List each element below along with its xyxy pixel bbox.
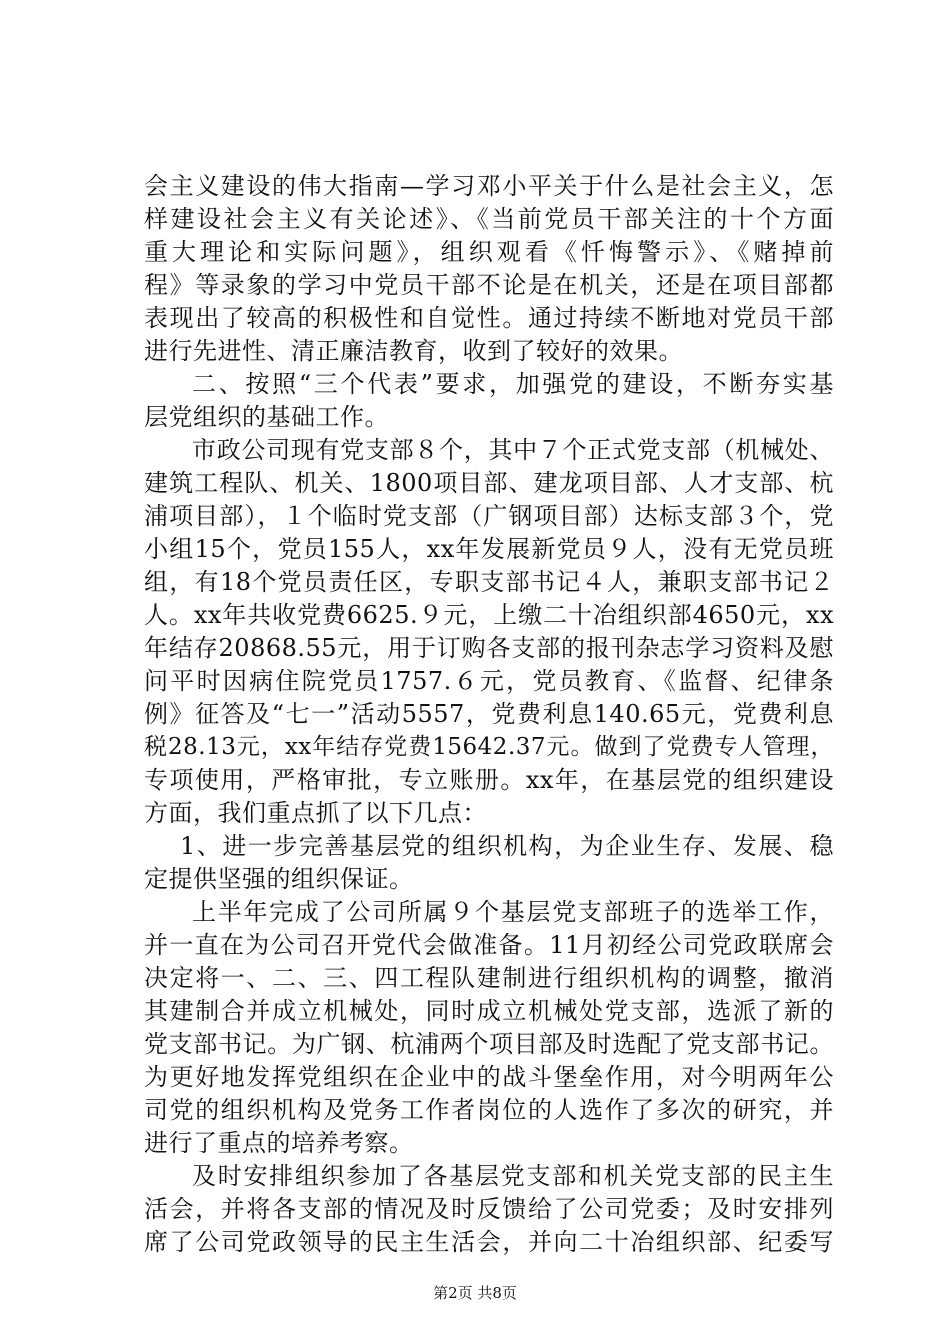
text-line: 1、进一步完善基层党的组织机构，为企业生存、发展、稳: [180, 832, 834, 860]
text-line: 及时安排组织参加了各基层党支部和机关党支部的民主生: [192, 1162, 834, 1190]
text-line: 层党组织的基础工作。: [144, 403, 389, 431]
text-line: 为更好地发挥党组织在企业中的战斗堡垒作用，对今明两年公: [144, 1063, 834, 1091]
text-line: 会主义建设的伟大指南—学习邓小平关于什么是社会主义，怎: [144, 172, 834, 200]
text-line: 表现出了较高的积极性和自觉性。通过持续不断地对党员干部: [144, 304, 834, 332]
text-line: 问平时因病住院党员1757.６元，党员教育、《监督、纪律条: [144, 667, 834, 695]
text-line: 上半年完成了公司所属９个基层党支部班子的选举工作，: [192, 898, 834, 926]
document-body: [144, 170, 834, 1259]
text-line: 决定将一、二、三、四工程队建制进行组织机构的调整，撤消: [144, 964, 834, 992]
text-line: 程》等录象的学习中党员干部不论是在机关，还是在项目部都: [144, 271, 834, 299]
text-line: 税28.13元，xx年结存党费15642.37元。做到了党费专人管理，: [144, 734, 834, 760]
text-line: 并一直在为公司召开党代会做准备。11月初经公司党政联席会: [144, 931, 834, 959]
text-line: 重大理论和实际问题》，组织观看《忏悔警示》、《赌掉前: [144, 238, 834, 266]
text-line: 年结存20868.55元，用于订购各支部的报刊杂志学习资料及慰: [144, 634, 834, 662]
text-line: 浦项目部），１个临时党支部（广钢项目部）达标支部３个，党: [144, 502, 834, 530]
text-line: 建筑工程队、机关、1800项目部、建龙项目部、人才支部、杭: [144, 469, 834, 497]
text-line: 席了公司党政领导的民主生活会，并向二十冶组织部、纪委写: [144, 1228, 834, 1256]
text-line: 司党的组织机构及党务工作者岗位的人选作了多次的研究，并: [144, 1096, 834, 1124]
text-line: 其建制合并成立机械处，同时成立机械处党支部，选派了新的: [144, 997, 834, 1025]
text-line: 样建设社会主义有关论述》、《当前党员干部关注的十个方面: [144, 205, 834, 233]
text-line: 活会，并将各支部的情况及时反馈给了公司党委；及时安排列: [144, 1195, 834, 1223]
text-line: 党支部书记。为广钢、杭浦两个项目部及时选配了党支部书记。: [144, 1030, 834, 1058]
text-line: 二、按照“三个代表”要求，加强党的建设，不断夯实基: [192, 370, 834, 398]
text-line: 定提供坚强的组织保证。: [144, 865, 414, 893]
text-line: 市政公司现有党支部８个，其中７个正式党支部（机械处、: [192, 436, 834, 464]
text-line: 小组15个，党员155人，xx年发展新党员９人，没有无党员班: [144, 535, 834, 563]
text-line: 方面，我们重点抓了以下几点：: [144, 799, 487, 827]
text-line: 例》征答及“七一”活动5557，党费利息140.65元，党费利息: [144, 700, 834, 728]
text-line: 进行了重点的培养考察。: [144, 1129, 414, 1157]
page-footer: 第2页 共8页: [433, 1284, 517, 1302]
text-line: 人。xx年共收党费6625.９元，上缴二十冶组织部4650元，xx: [144, 601, 834, 629]
text-line: 专项使用，严格审批，专立账册。xx年，在基层党的组织建设: [144, 766, 834, 794]
text-line: 组，有18个党员责任区，专职支部书记４人，兼职支部书记２: [144, 568, 834, 596]
text-line: 进行先进性、清正廉洁教育，收到了较好的效果。: [144, 337, 683, 365]
